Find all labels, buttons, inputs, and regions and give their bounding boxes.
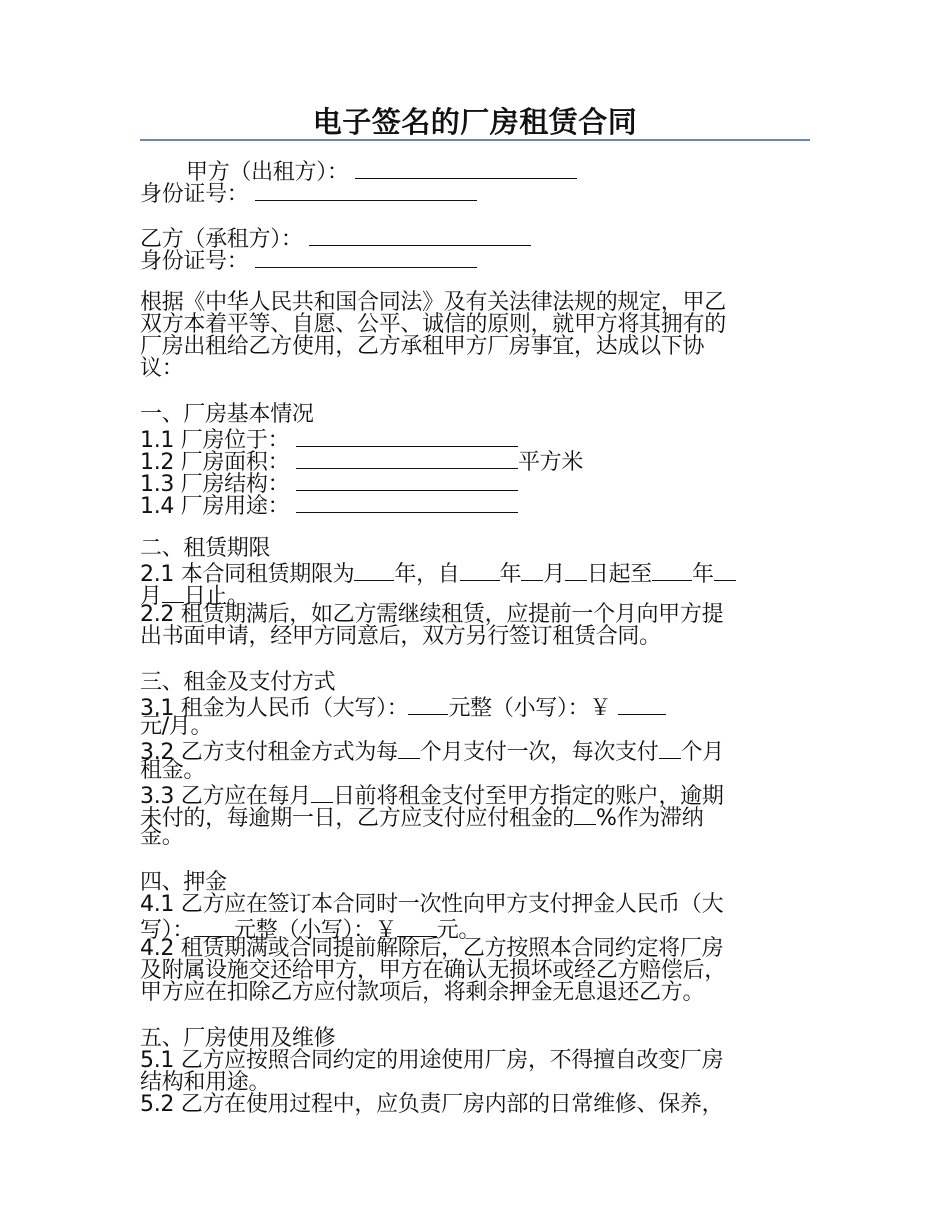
blank	[714, 560, 736, 581]
blank	[311, 782, 333, 803]
section-4-heading: 四、押金	[140, 870, 227, 895]
blank	[194, 916, 234, 937]
text-fragment: 写）：	[140, 918, 195, 943]
item-3-2-cont: 租金。	[140, 758, 206, 783]
item-1-2-blank	[296, 448, 518, 469]
text-fragment: 3.1 租金为人民币（大写）：	[140, 696, 409, 721]
text-fragment: 日止。	[183, 584, 249, 609]
text-fragment: 元整（小写）：￥	[234, 918, 397, 943]
preamble-line: 根据《中华人民共和国合同法》及有关法律法规的规定，甲乙	[140, 290, 726, 315]
text-fragment: 年	[499, 562, 522, 587]
document-title: 电子签名的厂房租赁合同	[312, 105, 638, 139]
item-3-3	[140, 782, 812, 809]
preamble-line: 议：	[140, 356, 184, 381]
blank	[618, 694, 666, 715]
text-fragment: 个月	[680, 740, 724, 765]
blank	[460, 560, 500, 581]
party-a-line	[140, 158, 812, 185]
blank	[652, 560, 692, 581]
blank	[574, 804, 596, 825]
text-fragment: 年	[692, 562, 714, 587]
preamble-line: 双方本着平等、自愿、公平、诚信的原则，就甲方将其拥有的	[140, 312, 726, 337]
section-5-heading: 五、厂房使用及维修	[140, 1026, 336, 1051]
item-1-3-label: 1.3 厂房结构：	[140, 472, 290, 497]
party-b-line	[140, 225, 812, 252]
blank	[659, 738, 681, 759]
item-3-1	[140, 694, 812, 721]
text-fragment: 月	[543, 562, 565, 587]
party-a-label: 甲方（出租方）：	[186, 160, 349, 185]
text-fragment: 个月支付一次，每次支付	[419, 740, 659, 765]
text-fragment: %作为滞纳	[596, 806, 704, 831]
item-3-3-tail: 金。	[140, 824, 184, 849]
item-1-1-blank	[296, 426, 518, 447]
item-4-2-cont: 甲方应在扣除乙方应付款项后，将剩余押金无息退还乙方。	[140, 980, 705, 1005]
text-fragment: 日起至	[586, 562, 653, 587]
item-5-2: 5.2 乙方在使用过程中，应负责厂房内部的日常维修、保养，	[140, 1092, 724, 1117]
text-fragment: 未付的，每逾期一日，乙方应支付应付租金的	[140, 806, 575, 831]
spacer	[140, 380, 812, 404]
text-fragment: 元。	[436, 918, 481, 943]
area-unit: 平方米	[517, 450, 584, 475]
text-fragment: 3.2 乙方支付租金方式为每	[140, 740, 398, 765]
blank	[162, 582, 184, 603]
party-b-blank	[309, 225, 531, 246]
spacer	[140, 848, 812, 872]
party-b-label: 乙方（承租方）：	[140, 227, 303, 252]
section-2-heading: 二、租赁期限	[140, 536, 271, 561]
item-1-4	[140, 492, 812, 519]
preamble-line: 厂房出租给乙方使用，乙方承租甲方厂房事宜，达成以下协	[140, 334, 705, 359]
text-fragment: 日前将租金支付至甲方指定的账户，逾期	[332, 784, 724, 809]
item-2-2-cont: 出书面申请，经甲方同意后，双方另行签订租赁合同。	[140, 624, 661, 649]
section-3-heading: 三、租金及支付方式	[140, 670, 336, 695]
item-4-1: 4.1 乙方应在签订本合同时一次性向甲方支付押金人民币（大	[140, 892, 724, 917]
text-fragment: 2.1 本合同租赁期限为	[140, 562, 355, 587]
item-2-2: 2.2 租赁期满后，如乙方需继续租赁，应提前一个月向甲方提	[140, 602, 724, 627]
text-fragment: 年，自	[394, 562, 460, 587]
section-1-heading: 一、厂房基本情况	[140, 402, 314, 427]
item-1-1	[140, 426, 812, 453]
item-1-4-blank	[296, 492, 518, 513]
blank	[408, 694, 448, 715]
blank	[398, 738, 420, 759]
item-1-1-label: 1.1 厂房位于：	[140, 428, 290, 453]
party-a-id-label: 身份证号：	[140, 182, 249, 207]
item-1-3	[140, 470, 812, 497]
item-2-1	[140, 560, 812, 587]
item-5-1-cont: 结构和用途。	[140, 1070, 271, 1095]
blank	[354, 560, 394, 581]
spacer	[140, 1004, 812, 1028]
spacer	[140, 648, 812, 672]
title-underline	[140, 139, 810, 141]
blank	[565, 560, 587, 581]
party-a-id-line	[140, 180, 812, 207]
item-1-4-label: 1.4 厂房用途：	[140, 494, 290, 519]
item-3-2	[140, 738, 812, 765]
item-3-1-cont: 元/月。	[140, 714, 213, 739]
party-b-id-blank	[255, 247, 477, 268]
item-4-2: 4.2 租赁期满或合同提前解除后，乙方按照本合同约定将厂房	[140, 936, 724, 961]
item-1-2	[140, 448, 812, 475]
item-1-2-label: 1.2 厂房面积：	[140, 450, 290, 475]
party-a-blank	[355, 158, 577, 179]
item-5-1: 5.1 乙方应按照合同约定的用途使用厂房，不得擅自改变厂房	[140, 1048, 724, 1073]
item-4-2-cont: 及附属设施交还给甲方，甲方在确认无损坏或经乙方赔偿后，	[140, 958, 726, 983]
party-b-id-label: 身份证号：	[140, 249, 249, 274]
item-4-1-cont	[140, 916, 812, 943]
blank	[397, 916, 437, 937]
text-fragment: 3.3 乙方应在每月	[140, 784, 311, 809]
contract-body	[140, 158, 812, 1116]
text-fragment: 月	[140, 584, 162, 609]
party-b-id-line	[140, 247, 812, 274]
text-fragment: 元整（小写）：￥	[448, 696, 612, 721]
item-1-3-blank	[296, 470, 518, 491]
blank	[521, 560, 543, 581]
party-a-id-blank	[255, 180, 477, 201]
